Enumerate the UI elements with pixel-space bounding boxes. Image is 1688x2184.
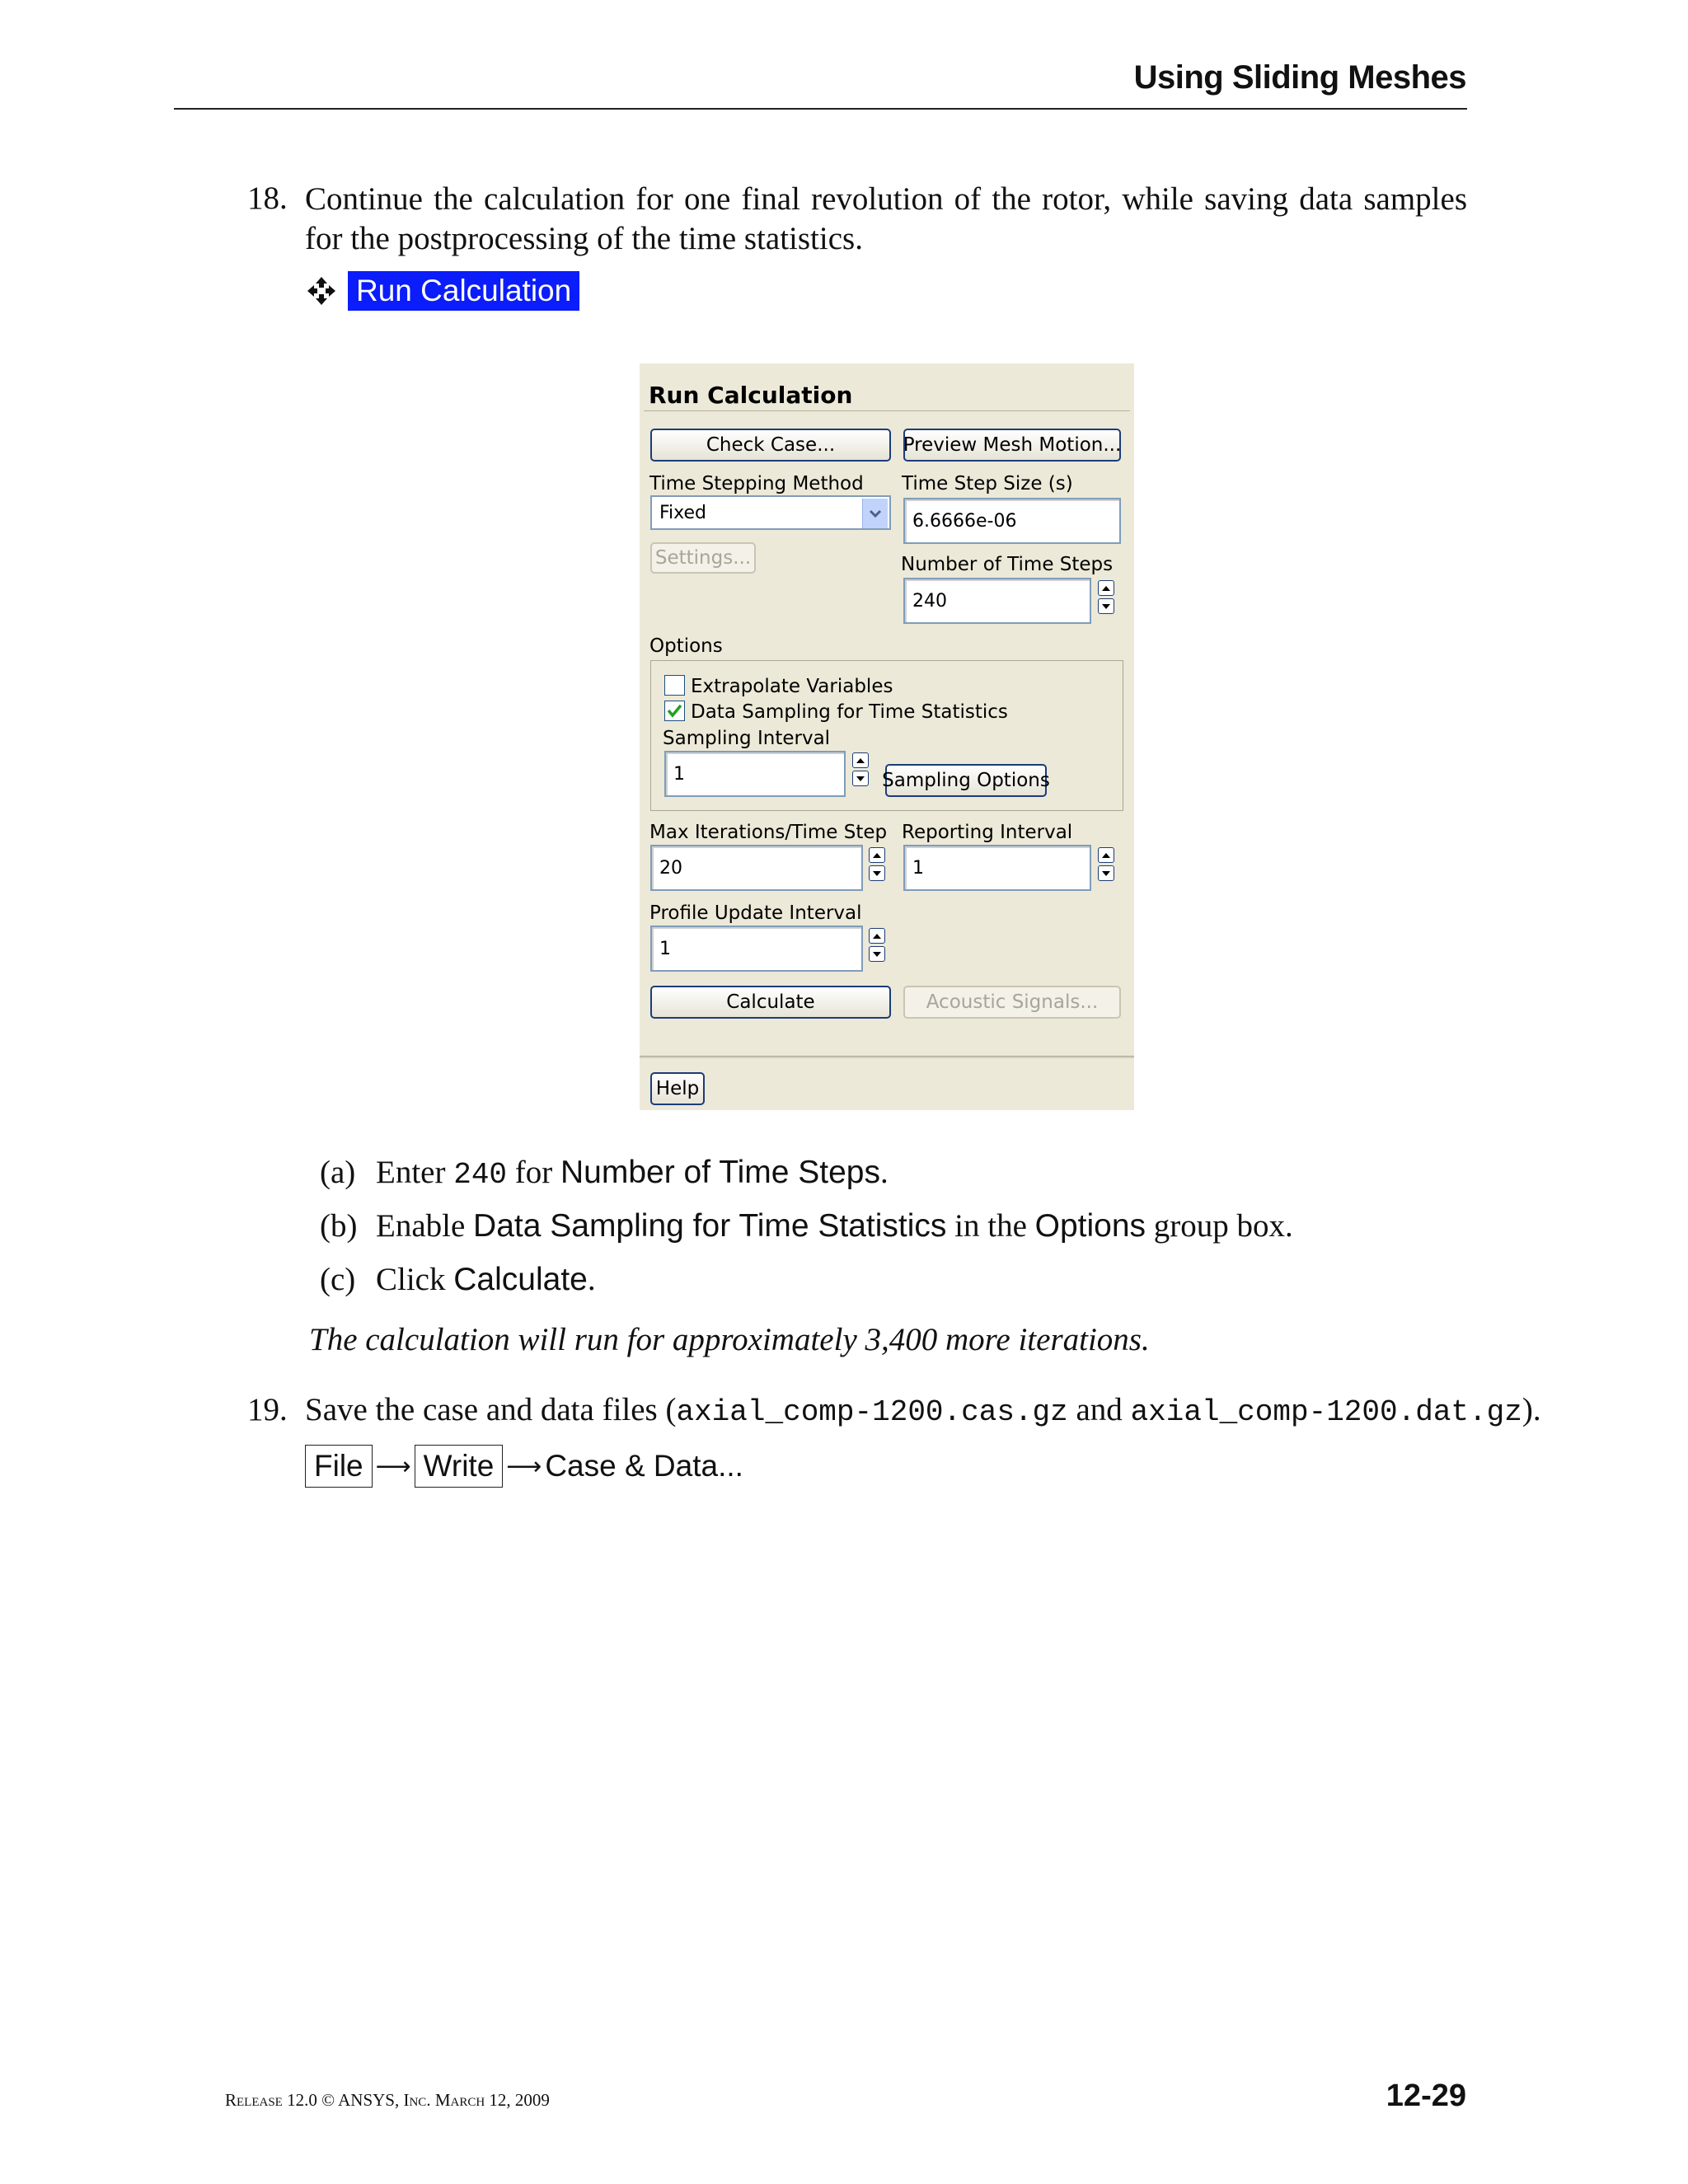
acoustic-signals-button[interactable]: Acoustic Signals...	[903, 986, 1121, 1019]
substep-tag: (b)	[320, 1208, 358, 1244]
substep-tag: (c)	[320, 1262, 356, 1297]
profile-update-spinner[interactable]	[869, 928, 887, 964]
navigation-arrows-icon	[305, 274, 338, 307]
substep-term: Options	[1034, 1208, 1146, 1244]
step-text	[305, 1391, 1541, 1429]
time-stepping-method-label: Time Stepping Method	[649, 473, 864, 494]
italic-note: The calculation will run for approximately 3,400 more iterations.	[309, 1322, 1150, 1357]
time-stepping-method-value: Fixed	[659, 502, 707, 523]
time-stepping-method-select[interactable]	[650, 495, 891, 530]
sampling-interval-spinner[interactable]	[852, 752, 870, 789]
checkmark-icon	[665, 701, 684, 720]
step-text-part: and	[1067, 1392, 1131, 1427]
running-header-title: Using Sliding Meshes	[1133, 59, 1466, 96]
substep-text: group box.	[1146, 1208, 1293, 1244]
spin-up-icon[interactable]	[869, 928, 885, 944]
navigation-path	[305, 268, 579, 314]
substep-text: in the	[946, 1208, 1035, 1244]
reporting-interval-label: Reporting Interval	[902, 822, 1073, 843]
number-of-time-steps-label: Number of Time Steps	[901, 554, 1114, 575]
page-number: 12-29	[1386, 2079, 1466, 2113]
data-filename: axial_comp-1200.dat.gz	[1130, 1395, 1522, 1429]
substep-text: Enter	[376, 1155, 454, 1190]
substep-body	[376, 1261, 596, 1298]
case-and-data-menu-item[interactable]: Case & Data...	[545, 1449, 743, 1483]
substep-body	[376, 1154, 889, 1192]
sampling-interval-label: Sampling Interval	[663, 728, 831, 749]
spin-down-icon[interactable]	[852, 771, 869, 786]
step-number: 18.	[247, 180, 288, 216]
reporting-interval-input[interactable]: 1	[903, 845, 1091, 891]
title-divider	[644, 410, 1130, 411]
profile-update-interval-label: Profile Update Interval	[649, 902, 862, 924]
substep-text: .	[880, 1155, 889, 1190]
arrow-right-icon: ⟶	[506, 1451, 542, 1481]
spin-down-icon[interactable]	[1098, 598, 1114, 614]
spin-down-icon[interactable]	[869, 946, 885, 962]
max-iterations-label: Max Iterations/Time Step	[649, 822, 888, 843]
time-step-size-label: Time Step Size (s)	[902, 473, 1073, 494]
footer-release: Release 12.0 © ANSYS, Inc. March 12, 2009	[225, 2090, 550, 2110]
settings-button[interactable]: Settings...	[650, 542, 756, 574]
step-text: Continue the calculation for one final revolution of the rotor, while saving data samples for the postprocessing of the time statistics.	[305, 181, 1467, 256]
max-iterations-spinner[interactable]	[869, 847, 887, 883]
spin-up-icon[interactable]	[869, 847, 885, 863]
menu-path	[305, 1444, 743, 1488]
sampling-options-button[interactable]: Sampling Options	[885, 764, 1047, 797]
write-menu[interactable]: Write	[415, 1445, 504, 1488]
run-calculation-nav-link[interactable]: Run Calculation	[348, 271, 579, 311]
spin-up-icon[interactable]	[852, 752, 869, 768]
dialog-footer-divider	[640, 1056, 1134, 1058]
substep-term: Calculate	[453, 1262, 588, 1297]
step-number: 19.	[247, 1392, 288, 1427]
reporting-interval-spinner[interactable]	[1098, 847, 1116, 883]
case-filename: axial_comp-1200.cas.gz	[676, 1395, 1068, 1429]
help-button[interactable]: Help	[650, 1072, 705, 1105]
step-text-part: Save the case and data files (	[305, 1392, 677, 1427]
options-label: Options	[649, 635, 723, 657]
chevron-down-icon[interactable]	[862, 499, 888, 528]
max-iterations-input[interactable]: 20	[650, 845, 863, 891]
substep-term: Number of Time Steps	[560, 1155, 880, 1190]
file-menu[interactable]: File	[305, 1445, 373, 1488]
substep-body	[376, 1207, 1293, 1244]
extrapolate-variables-label: Extrapolate Variables	[691, 676, 893, 697]
spin-down-icon[interactable]	[869, 865, 885, 881]
spin-up-icon[interactable]	[1098, 847, 1114, 863]
preview-mesh-motion-button[interactable]: Preview Mesh Motion...	[903, 429, 1121, 462]
dialog-title: Run Calculation	[649, 382, 853, 409]
data-sampling-checkbox[interactable]	[664, 701, 685, 721]
extrapolate-variables-checkbox[interactable]	[664, 675, 685, 696]
arrow-right-icon: ⟶	[375, 1451, 411, 1481]
substep-text: for	[507, 1155, 561, 1190]
run-calculation-dialog	[640, 363, 1134, 1110]
substep-text: .	[587, 1262, 596, 1297]
spin-up-icon[interactable]	[1098, 580, 1114, 596]
header-rule	[174, 108, 1467, 110]
number-of-time-steps-input[interactable]: 240	[903, 578, 1091, 624]
sampling-interval-input[interactable]: 1	[664, 751, 846, 797]
profile-update-interval-input[interactable]: 1	[650, 926, 863, 972]
data-sampling-label: Data Sampling for Time Statistics	[691, 701, 1008, 723]
time-steps-spinner[interactable]	[1098, 580, 1116, 616]
substep-code: 240	[453, 1158, 508, 1192]
substep-text: Click	[376, 1262, 454, 1297]
calculate-button[interactable]: Calculate	[650, 986, 891, 1019]
check-case-button[interactable]: Check Case...	[650, 429, 891, 462]
substep-tag: (a)	[320, 1155, 356, 1190]
substep-term: Data Sampling for Time Statistics	[473, 1208, 947, 1244]
spin-down-icon[interactable]	[1098, 865, 1114, 881]
substep-text: Enable	[376, 1208, 474, 1244]
step-text-part: ).	[1522, 1392, 1541, 1427]
time-step-size-input[interactable]: 6.6666e-06	[903, 498, 1121, 544]
